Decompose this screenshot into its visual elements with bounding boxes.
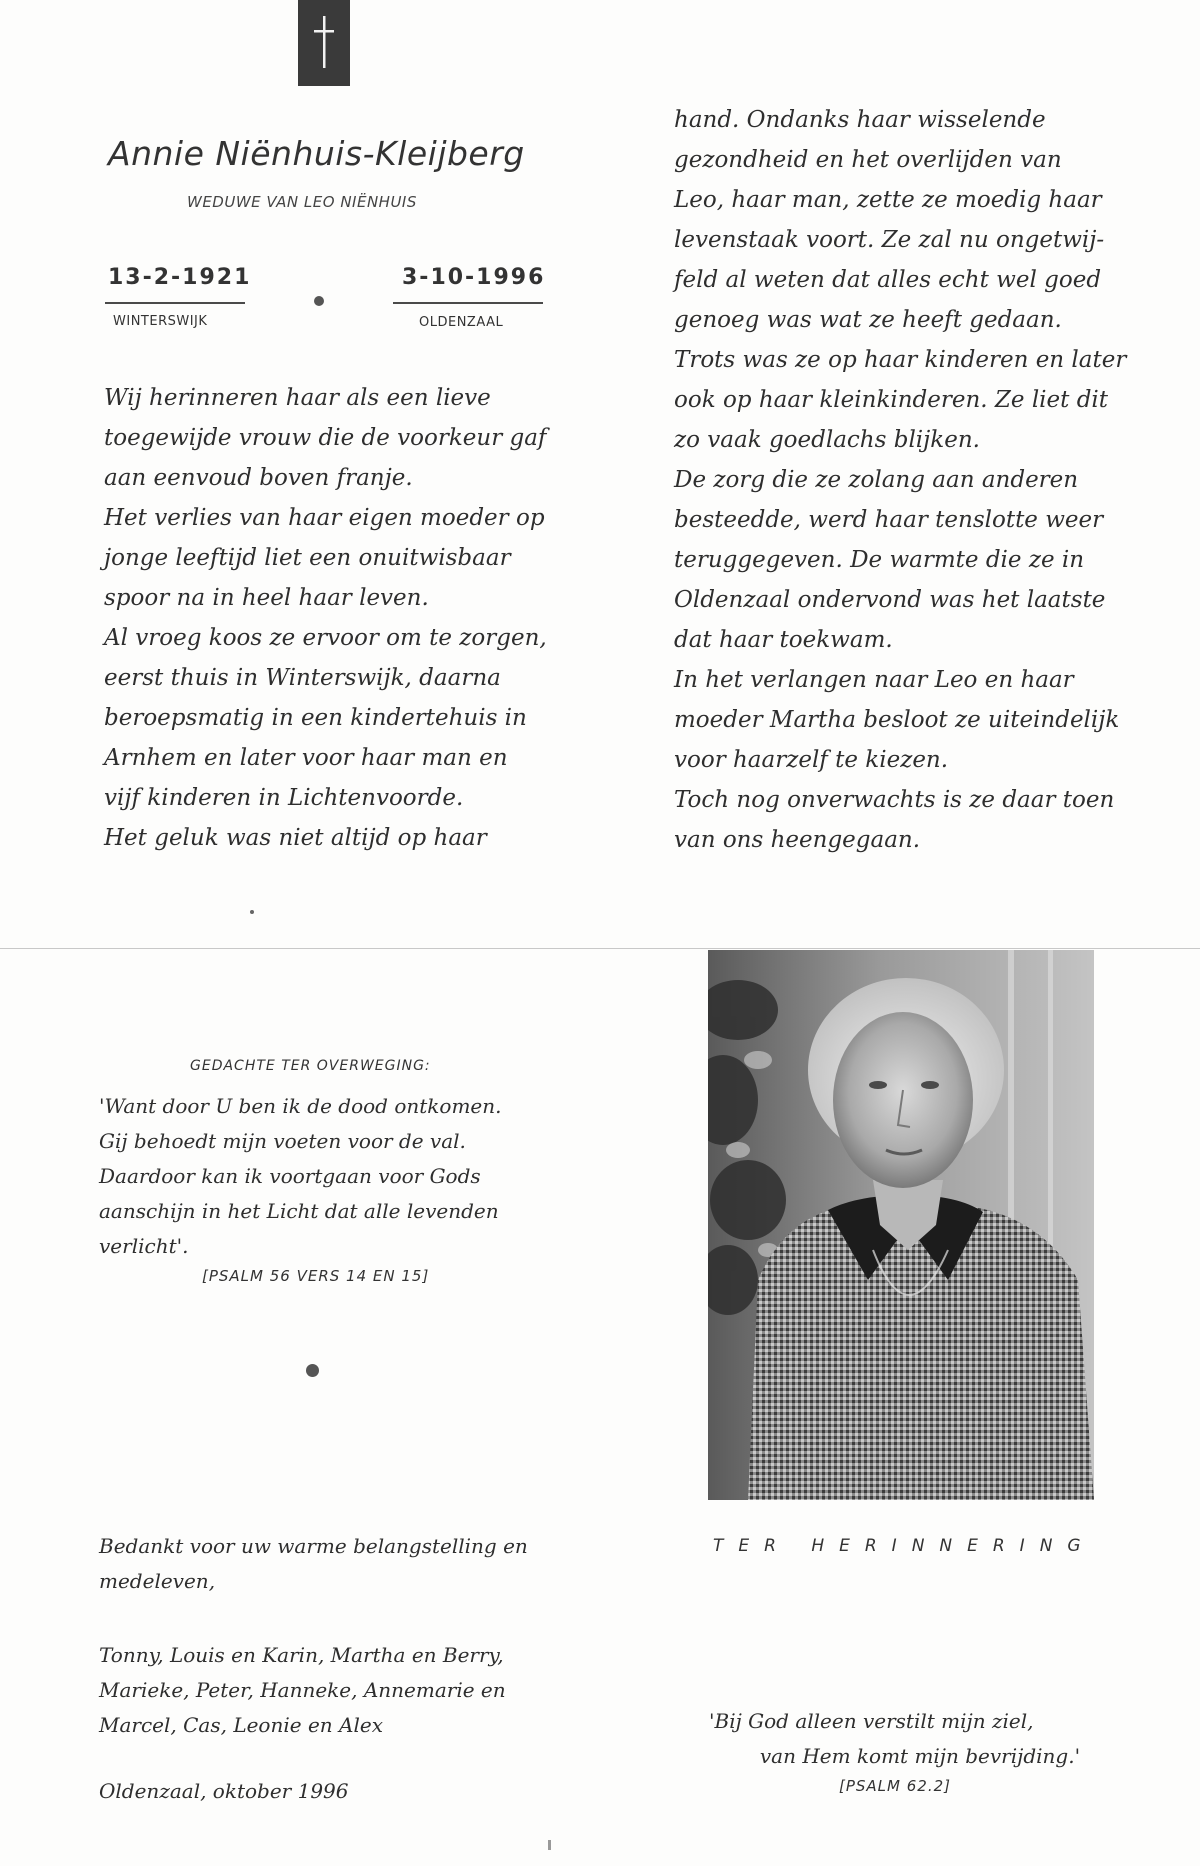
text-line: In het verlangen naar Leo en haar [674, 667, 1074, 693]
text-line: aan eenvoud boven franje. [104, 465, 413, 491]
psalm-reference: [PSALM 56 VERS 14 EN 15] [202, 1267, 430, 1285]
text-line: teruggegeven. De warmte die ze in [674, 547, 1085, 573]
thanks-text [99, 1529, 528, 1599]
text-line: ook op haar kleinkinderen. Ze liet dit [674, 387, 1109, 413]
text-line: feld al weten dat alles echt wel goed [674, 267, 1102, 293]
dot-separator [314, 296, 324, 306]
text-line: Wij herinneren haar als een lieve [104, 385, 491, 411]
text-line: vijf kinderen in Lichtenvoorde. [104, 785, 464, 811]
text-line: Het geluk was niet altijd op haar [104, 825, 487, 851]
memorial-text-column-1 [104, 378, 547, 858]
text-line: voor haarzelf te kiezen. [674, 747, 949, 773]
memorial-text-column-2 [674, 100, 1126, 860]
quote-line: 'Bij God alleen verstilt mijn ziel, [709, 1709, 1034, 1733]
text-line: hand. Ondanks haar wisselende [674, 107, 1046, 133]
death-divider [393, 302, 543, 304]
death-date: 3-10-1996 [402, 265, 546, 290]
birth-date: 13-2-1921 [108, 265, 252, 290]
text-line: De zorg die ze zolang aan anderen [674, 467, 1079, 493]
birth-divider [105, 302, 245, 304]
memorial-heading: TER HERINNERING [713, 1536, 1096, 1556]
text-line: Het verlies van haar eigen moeder op [104, 505, 545, 531]
place-date: Oldenzaal, oktober 1996 [99, 1779, 349, 1803]
text-line: Oldenzaal ondervond was het laatste [674, 587, 1106, 613]
paper-speck [250, 910, 254, 914]
text-line: jonge leeftijd liet een onuitwisbaar [104, 545, 511, 571]
quote-line: Gij behoedt mijn voeten voor de val. [99, 1129, 466, 1153]
deceased-name: Annie Niënhuis-Kleijberg [108, 134, 525, 173]
cross-icon [298, 0, 350, 86]
text-line: spoor na in heel haar leven. [104, 585, 429, 611]
thought-quote [99, 1089, 501, 1264]
fold-line [0, 948, 1200, 949]
family-line: Marieke, Peter, Hanneke, Annemarie en [99, 1678, 506, 1702]
family-line: Tonny, Louis en Karin, Martha en Berry, [99, 1643, 504, 1667]
closing-quote [709, 1704, 1080, 1774]
widow-of-line: WEDUWE VAN LEO NIËNHUIS [187, 193, 417, 211]
text-line: Leo, haar man, zette ze moedig haar [674, 187, 1102, 213]
text-line: van ons heengegaan. [674, 827, 921, 853]
paper-speck [548, 1840, 551, 1850]
quote-line: verlicht'. [99, 1234, 189, 1258]
text-line: genoeg was wat ze heeft gedaan. [674, 307, 1062, 333]
text-line: zo vaak goedlachs blijken. [674, 427, 980, 453]
text-line: dat haar toekwam. [674, 627, 893, 653]
text-line: gezondheid en het overlijden van [674, 147, 1062, 173]
quote-line: Daardoor kan ik voortgaan voor Gods [99, 1164, 481, 1188]
quote-line: aanschijn in het Licht dat alle levenden [99, 1199, 499, 1223]
text-line: beroepsmatig in een kindertehuis in [104, 705, 527, 731]
text-line: besteedde, werd haar tenslotte weer [674, 507, 1104, 533]
psalm-reference: [PSALM 62.2] [839, 1777, 951, 1795]
dot-separator [306, 1364, 319, 1377]
latin-cross-icon [298, 0, 350, 86]
death-place: OLDENZAAL [419, 315, 504, 330]
family-names [99, 1638, 506, 1743]
text-line: Al vroeg koos ze ervoor om te zorgen, [104, 625, 547, 651]
text-line: levenstaak voort. Ze zal nu ongetwij- [674, 227, 1105, 253]
thought-heading: GEDACHTE TER OVERWEGING: [190, 1058, 431, 1074]
family-line: Marcel, Cas, Leonie en Alex [99, 1713, 383, 1737]
text-line: Trots was ze op haar kinderen en later [674, 347, 1127, 373]
portrait-photo [708, 950, 1094, 1500]
portrait-image [708, 950, 1094, 1500]
text-line: Toch nog onverwachts is ze daar toen [674, 787, 1115, 813]
text-line: Arnhem en later voor haar man en [104, 745, 508, 771]
text-line: moeder Martha besloot ze uiteindelijk [674, 707, 1120, 733]
text-line: eerst thuis in Winterswijk, daarna [104, 665, 501, 691]
quote-line: van Hem komt mijn bevrijding.' [709, 1744, 1081, 1768]
quote-line: 'Want door U ben ik de dood ontkomen. [99, 1094, 502, 1118]
thanks-line: Bedankt voor uw warme belangstelling en [99, 1534, 528, 1558]
thanks-line: medeleven, [99, 1569, 216, 1593]
text-line: toegewijde vrouw die de voorkeur gaf [104, 425, 547, 451]
birth-place: WINTERSWIJK [113, 314, 208, 329]
